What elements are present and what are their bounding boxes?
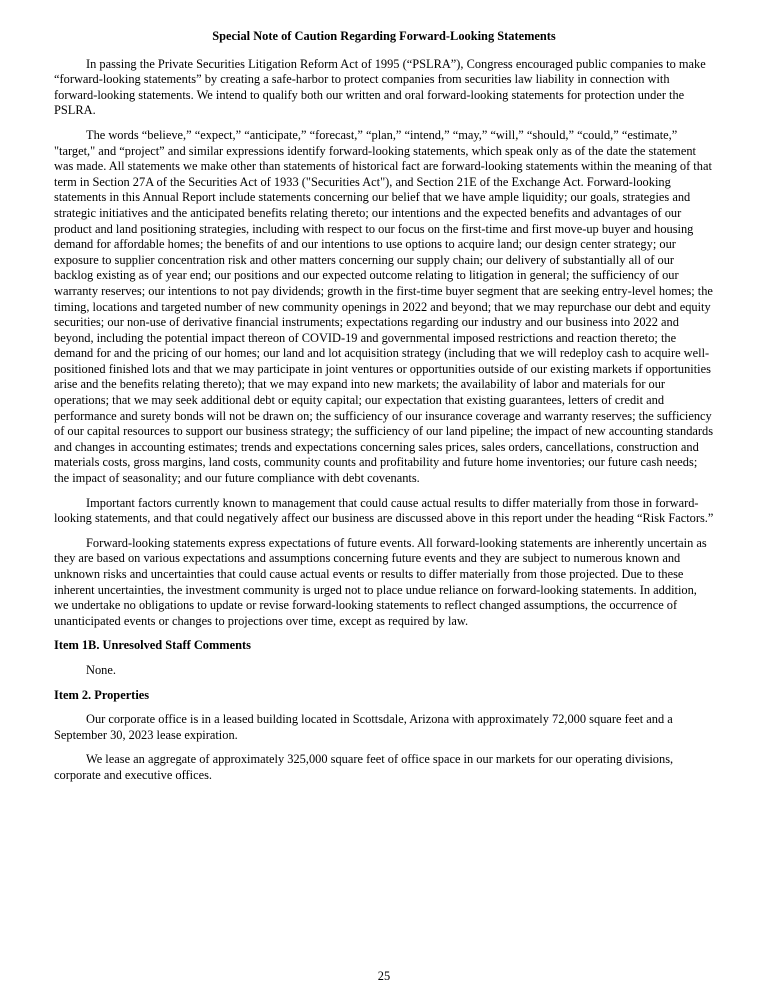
item-2-paragraph-corporate-office: Our corporate office is in a leased building located in Scottsdale, Arizona with approximately 72,000 square feet and a September 30, 2023 lease expiration. bbox=[54, 712, 673, 742]
document-page bbox=[54, 29, 714, 793]
paragraph-important-factors: Important factors currently known to management that could cause actual results to differ materially from those in forward-looking statements, and that could negatively affect our business are discussed above in this report under the heading “Risk Factors.” bbox=[54, 495, 714, 526]
paragraph-forward-looking-words: The words “believe,” “expect,” “anticipate,” “forecast,” “plan,” “intend,” “may,” “will,” “should,” “could,” “estimate,” "target," and “project” and similar expressions identify forward-looking statements, which speak only as of the date the statement was made. All statements we make other than statements of historical fact are forward-looking statements within the meaning of that term in Section 27A of the Securities Act of 1933 ("Securities Act"), and Section 21E of the Exchange Act. Forward-looking statements in this Annual Report include statements concerning our belief that we have ample liquidity; our goals, strategies and strategic initiatives and the anticipated benefits relating thereto; our intentions and the expected benefits and advantages of our product and land positioning strategies, including with respect to our focus on the first-time and first move-up buyer and housing demand for affordable homes; the benefits of and our intentions to use options to acquire land; our design center strategy; our exposure to supplier concentration risk and other matters concerning our supply chain; our delivery of substantially all of our backlog existing as of year end; our positions and our expected outcome relating to litigation in general; the sufficiency of our warranty reserves; our intentions to not pay dividends; growth in the first-time buyer segment that are seeking entry-level homes; the timing, locations and targeted number of new community openings in 2022 and beyond; that we may repurchase our debt and equity securities; our non-use of derivative financial instruments; expectations regarding our industry and our business into 2022 and beyond, including the potential impact thereon of COVID-19 and governmental imposed restrictions and reaction thereto; the demand for and the pricing of our homes; our land and lot acquisition strategy (including that we will redeploy cash to acquire well-positioned finished lots and that we may participate in joint ventures or opportunities outside of our existing markets if opportunities arise and the benefits relating thereto); that we may expand into new markets; the availability of labor and materials for our operations; that we may seek additional debt or equity capital; our expectation that existing guarantees, letters of credit and performance and surety bonds will not be drawn on; the sufficiency of our insurance coverage and warranty reserves; the sufficiency of our capital resources to support our business strategy; the sufficiency of our land pipeline; the impact of new accounting standards and changes in accounting estimates; trends and expectations concerning sales prices, sales orders, cancellations, construction and materials costs, gross margins, land costs, community counts and profitability and future home inventories; our future cash needs; the impact of seasonality; and our future compliance with debt covenants. bbox=[54, 127, 714, 486]
item-1b-heading: Item 1B. Unresolved Staff Comments bbox=[54, 638, 251, 653]
paragraph-expectations: Forward-looking statements express expectations of future events. All forward-looking statements are inherently uncertain as they are based on various expectations and assumptions concerning future events and they are subject to numerous known and unknown risks and uncertainties that could cause actual events or results to differ materially from those projected. Due to these inherent uncertainties, the investment community is urged not to place undue reliance on forward-looking statements. In addition, we undertake no obligations to update or revise forward-looking statements to reflect changed assumptions, the occurrence of unanticipated events or changes to projections over time, except as required by law. bbox=[54, 535, 707, 628]
section-title: Special Note of Caution Regarding Forward-Looking Statements bbox=[212, 29, 556, 43]
item-1b-body: None. bbox=[86, 662, 116, 677]
page-number: 25 bbox=[377, 969, 391, 983]
paragraph-pslra: In passing the Private Securities Litigation Reform Act of 1995 (“PSLRA”), Congress encouraged public companies to make “forward-looking statements” by creating a safe-harbor to protect companies from securities law liability in connection with forward-looking statements. We intend to qualify both our written and oral forward-looking statements for protection under the PSLRA. bbox=[54, 56, 706, 118]
item-2-heading: Item 2. Properties bbox=[54, 687, 150, 702]
item-2-paragraph-leased-space: We lease an aggregate of approximately 325,000 square feet of office space in our markets for our operating divisions, corporate and executive offices. bbox=[54, 752, 674, 782]
